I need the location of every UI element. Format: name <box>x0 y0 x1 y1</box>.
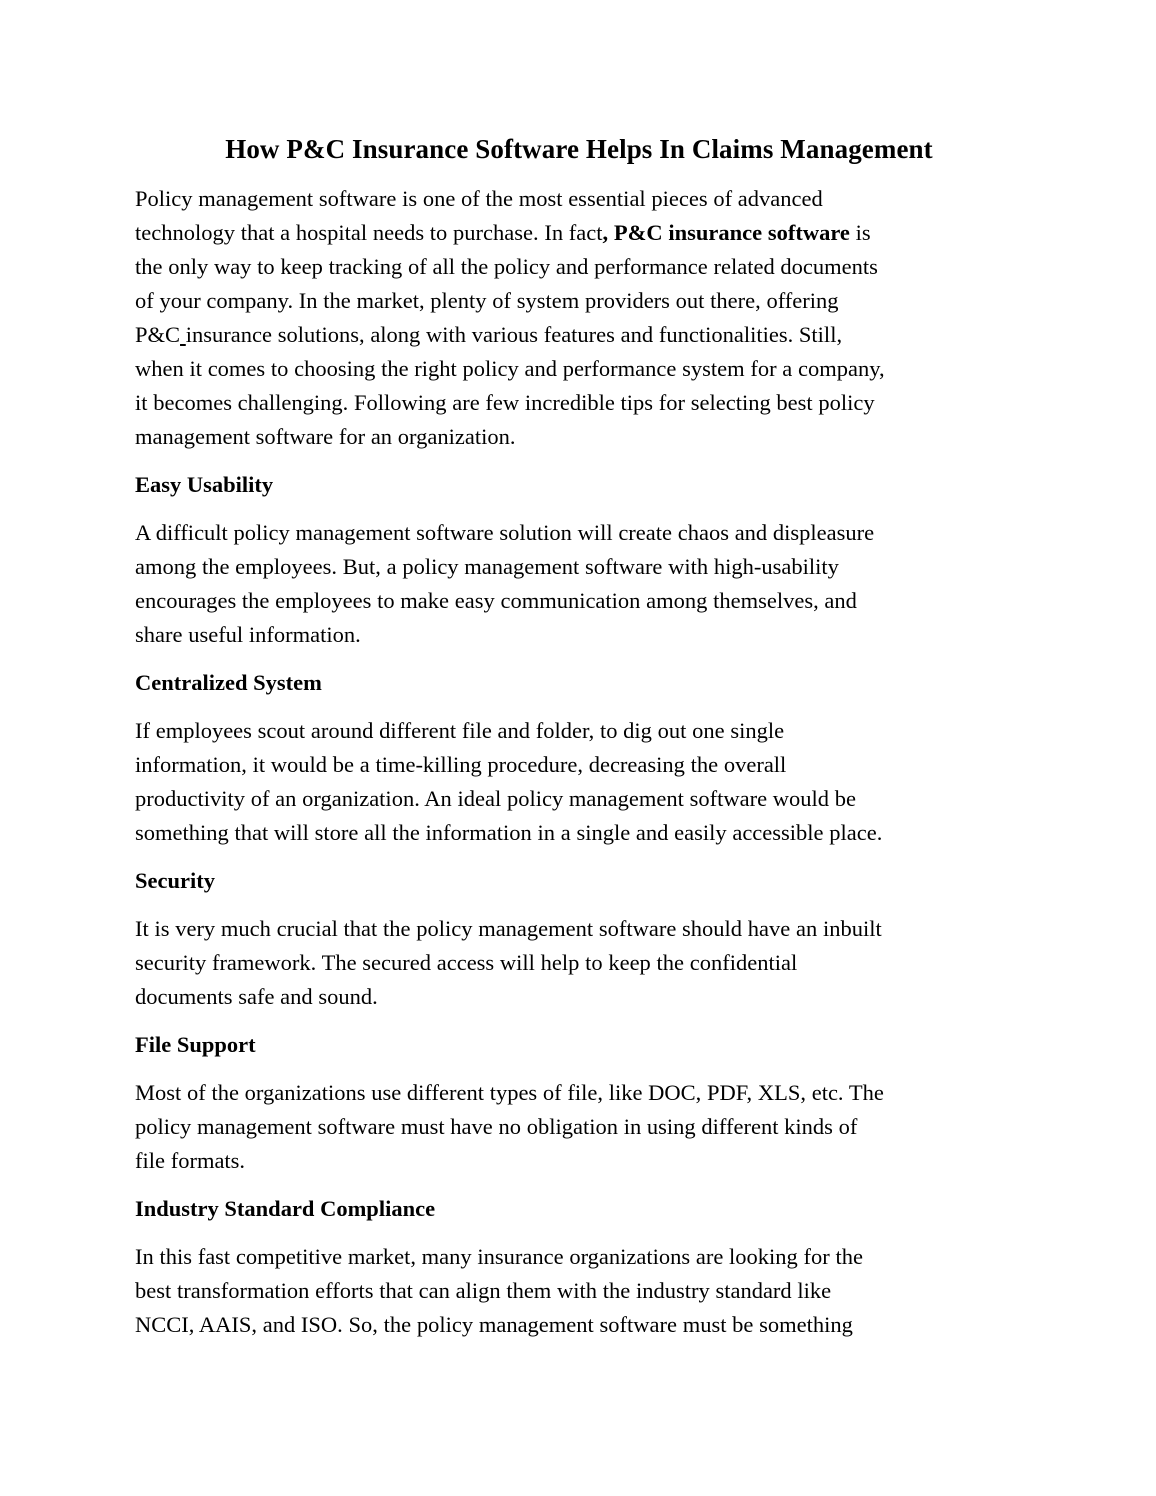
paragraph-line <box>135 216 1023 250</box>
paragraph-line: of your company. In the market, plenty of system providers out there, offering <box>135 288 839 313</box>
heading-security: Security <box>135 868 215 893</box>
paragraph-line: In this fast competitive market, many insurance organizations are looking for the <box>135 1244 863 1269</box>
heading-file-support: File Support <box>135 1032 256 1057</box>
paragraph-line: NCCI, AAIS, and ISO. So, the policy management software must be something <box>135 1312 853 1337</box>
paragraph-line: share useful information. <box>135 622 361 647</box>
intro-paragraph <box>135 182 1023 454</box>
paragraph-line: the only way to keep tracking of all the policy and performance related documents <box>135 254 878 279</box>
paragraph-line: It is very much crucial that the policy management software should have an inbuilt <box>135 916 882 941</box>
paragraph-line: management software for an organization. <box>135 424 516 449</box>
document-body <box>135 132 1023 1342</box>
paragraph-line: among the employees. But, a policy management software with high-usability <box>135 554 839 579</box>
centralized-system-paragraph <box>135 714 1023 850</box>
paragraph-text: P&C <box>135 322 181 347</box>
paragraph-line: when it comes to choosing the right policy and performance system for a company, <box>135 356 885 381</box>
paragraph-line: Policy management software is one of the most essential pieces of advanced <box>135 186 823 211</box>
paragraph-line: encourages the employees to make easy communication among themselves, and <box>135 588 857 613</box>
paragraph-text: technology that a hospital needs to purchase. In fact <box>135 220 603 245</box>
heading-centralized-system: Centralized System <box>135 670 322 695</box>
paragraph-line: security framework. The secured access will help to keep the confidential <box>135 950 798 975</box>
paragraph-line: If employees scout around different file and folder, to dig out one single <box>135 718 785 743</box>
bold-phrase-pc-insurance-software: , P&C insurance software <box>602 220 850 245</box>
paragraph-text: insurance solutions, along with various features and functionalities. Still, <box>185 322 843 347</box>
security-paragraph <box>135 912 1023 1014</box>
file-support-paragraph <box>135 1076 1023 1178</box>
page-title: How P&C Insurance Software Helps In Claims Management <box>225 134 933 164</box>
paragraph-line: something that will store all the information in a single and easily accessible place. <box>135 820 883 845</box>
paragraph-line: it becomes challenging. Following are few incredible tips for selecting best policy <box>135 390 875 415</box>
paragraph-line <box>135 318 1023 352</box>
paragraph-line: A difficult policy management software solution will create chaos and displeasure <box>135 520 875 545</box>
paragraph-line: information, it would be a time-killing procedure, decreasing the overall <box>135 752 787 777</box>
paragraph-line: productivity of an organization. An ideal policy management software would be <box>135 786 857 811</box>
paragraph-line: Most of the organizations use different types of file, like DOC, PDF, XLS, etc. The <box>135 1080 884 1105</box>
heading-industry-standard-compliance: Industry Standard Compliance <box>135 1196 436 1221</box>
paragraph-line: file formats. <box>135 1148 246 1173</box>
heading-easy-usability: Easy Usability <box>135 472 274 497</box>
paragraph-line: best transformation efforts that can align them with the industry standard like <box>135 1278 832 1303</box>
easy-usability-paragraph <box>135 516 1023 652</box>
paragraph-line: documents safe and sound. <box>135 984 378 1009</box>
industry-standard-paragraph <box>135 1240 1023 1342</box>
paragraph-line: policy management software must have no obligation in using different kinds of <box>135 1114 858 1139</box>
paragraph-text: is <box>849 220 871 245</box>
